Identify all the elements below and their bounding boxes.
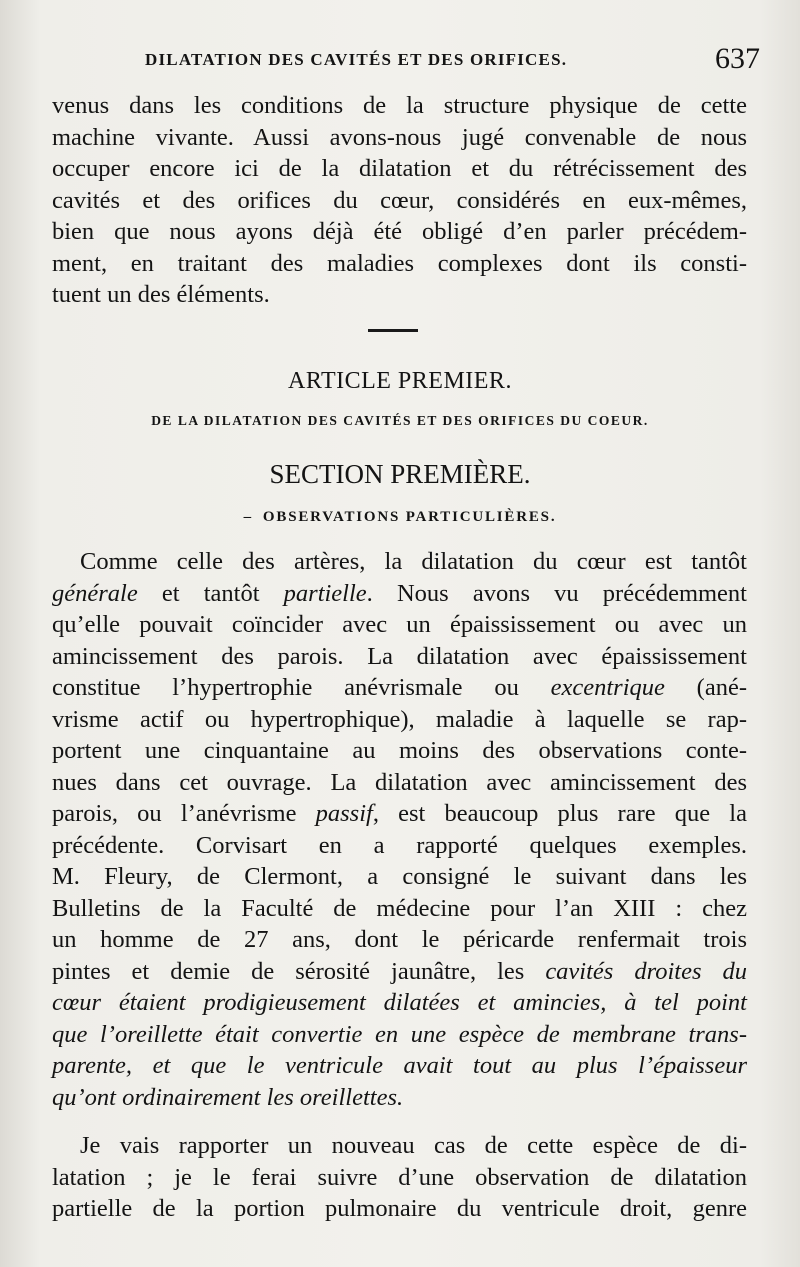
text-run: pintes et demie de sérosité jaunâtre, les [52,957,546,985]
text-line [52,578,747,610]
text-line: Je vais rapporter un nouveau cas de cette espèce de di- [80,1132,747,1159]
text-line: vrisme actif ou hypertrophique), maladie à laquelle se rap- [52,705,747,733]
subheading-text: OBSERVATIONS PARTICULIÈRES. [262,509,557,525]
italic-quote-line: cœur étaient prodigieusement dilatées et amincies, à tel point [52,989,747,1016]
section-subheading [0,509,800,526]
text-run: constitue l’hypertrophie anévrismale ou [52,674,551,701]
intro-paragraph [52,90,747,311]
text-line: M. Fleury, de Clermont, a consigné le suivant dans les [52,863,747,890]
subheading-dash: – [243,509,253,525]
body-paragraph-1 [52,546,747,1113]
italic-term: générale [52,579,138,607]
article-subheading: DE LA DILATATION DES CAVITÉS ET DES ORIFICES DU COEUR. [151,413,649,428]
text-line [52,956,747,988]
text-line: nues dans cet ouvrage. La dilatation avec amincissement des [52,768,747,796]
italic-quote-line: que l’oreillette était convertie en une espèce de membrane trans- [52,1020,747,1048]
text-line: un homme de 27 ans, dont le péricarde renfermait trois [52,926,747,953]
italic-term: partielle [283,579,367,607]
italic-quote-line: qu’ont ordinairement les oreillettes. [52,1083,404,1111]
text-line [52,672,747,704]
section-divider-rule [368,329,418,332]
text-run: , est beaucoup plus rare que la [372,800,747,827]
text-line [52,798,747,830]
body-paragraph-2 [52,1130,747,1225]
italic-quote-line: parente, et que le ventricule avait tout au plus l’épaisseur [52,1052,747,1079]
text-line: Bulletins de la Faculté de médecine pour l’an XIII : chez [52,894,747,922]
text-run: . Nous avons vu précédemment [366,579,747,607]
text-line: Comme celle des artères, la dilatation du cœur est tantôt [80,548,747,575]
text-line: précédente. Corvisart en a rapporté quelques exemples. [52,831,747,859]
page-number: 637 [715,42,760,75]
article-heading: ARTICLE PREMIER. [288,368,512,394]
italic-term: passif [315,800,373,827]
section-heading: SECTION PREMIÈRE. [269,459,531,489]
text-run: et tantôt [137,579,284,607]
text-line: venus dans les conditions de la structure physique de cette [52,92,747,119]
text-run: (ané- [664,674,747,701]
text-line: occuper encore ici de la dilatation et du rétrécissement des [52,155,747,182]
text-line: machine vivante. Aussi avons-nous jugé convenable de nous [52,123,747,151]
italic-term: excentrique [550,674,665,701]
text-line: ment, en traitant des maladies complexes dont ils consti- [52,249,747,277]
text-run: parois, ou l’anévrisme [52,800,316,827]
text-line: partielle de la portion pulmonaire du ventricule droit, genre [52,1195,747,1222]
text-line: qu’elle pouvait coïncider avec un épaississement ou avec un [52,611,747,638]
text-line: tuent un des éléments. [52,281,270,308]
text-line: bien que nous ayons déjà été obligé d’en parler précédem- [52,218,747,245]
text-line: amincissement des parois. La dilatation avec épaississement [52,642,747,670]
running-head [145,42,760,78]
italic-quote: cavités droites du [545,957,747,985]
running-title: DILATATION DES CAVITÉS ET DES ORIFICES. [145,50,568,69]
text-line: latation ; je le ferai suivre d’une observation de dilatation [52,1163,747,1191]
text-line: cavités et des orifices du cœur, considérés en eux-mêmes, [52,186,747,214]
text-line: portent une cinquantaine au moins des observations conte- [52,737,747,764]
